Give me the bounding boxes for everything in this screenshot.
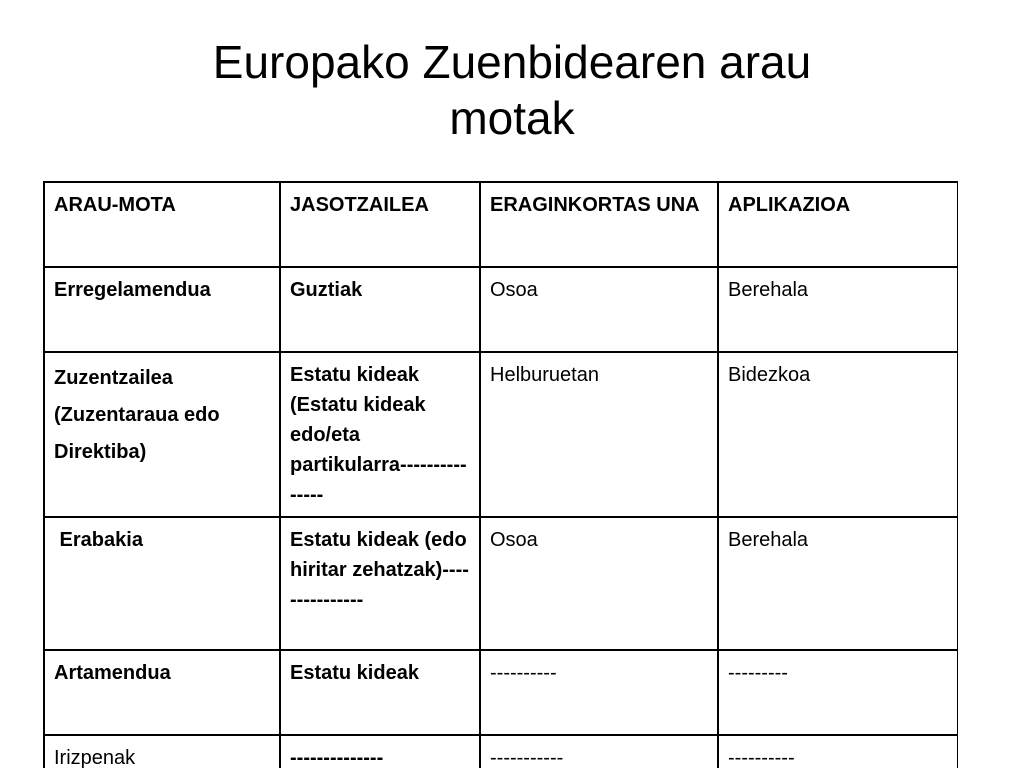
cell-jasotzailea: Estatu kideak (Estatu kideak edo/eta partikularra--------------- xyxy=(280,352,480,517)
cell-eraginkortasuna: ---------- xyxy=(480,650,718,735)
cell-aplikazioa: Berehala xyxy=(718,517,958,650)
cell-aplikazioa: ---------- xyxy=(718,735,958,768)
header-cell-jasotzailea: JASOTZAILEA xyxy=(280,182,480,267)
cell-text: Erabakia xyxy=(54,529,143,551)
cell-aplikazioa: Bidezkoa xyxy=(718,352,958,517)
cell-arau-mota xyxy=(44,735,280,768)
cell-eraginkortasuna: ----------- xyxy=(480,735,718,768)
table-row xyxy=(44,650,958,735)
cell-jasotzailea: Estatu kideak xyxy=(280,650,480,735)
rule-types-table-container xyxy=(43,181,958,768)
cell-arau-mota xyxy=(44,352,280,517)
cell-text: Erregelamendua xyxy=(54,279,211,301)
header-cell-aplikazioa: APLIKAZIOA xyxy=(718,182,958,267)
slide-title-line-1: Europako Zuenbidearen arau xyxy=(212,36,812,88)
cell-aplikazioa: --------- xyxy=(718,650,958,735)
header-cell-arau-mota: ARAU-MOTA xyxy=(44,182,280,267)
cell-jasotzailea: -------------- xyxy=(280,735,480,768)
cell-eraginkortasuna: Helburuetan xyxy=(480,352,718,517)
cell-text: (Zuzentaraua edo xyxy=(54,404,220,426)
rule-types-table xyxy=(43,181,958,768)
table-row xyxy=(44,735,958,768)
cell-eraginkortasuna: Osoa xyxy=(480,517,718,650)
slide-title xyxy=(0,34,1024,146)
cell-text: Direktiba) xyxy=(54,441,147,463)
cell-eraginkortasuna: Osoa xyxy=(480,267,718,352)
table-header-row xyxy=(44,182,958,267)
header-cell-eraginkortasuna: ERAGINKORTAS UNA xyxy=(480,182,718,267)
cell-jasotzailea: Estatu kideak (edo hiritar zehatzak)--------------- xyxy=(280,517,480,650)
table-row xyxy=(44,352,958,517)
cell-arau-mota xyxy=(44,517,280,650)
cell-aplikazioa: Berehala xyxy=(718,267,958,352)
cell-arau-mota xyxy=(44,267,280,352)
slide-title-line-2: motak xyxy=(449,92,575,144)
table-row xyxy=(44,517,958,650)
cell-arau-mota xyxy=(44,650,280,735)
cell-text: Irizpenak xyxy=(54,747,136,768)
cell-text: Artamendua xyxy=(54,662,171,684)
cell-jasotzailea: Guztiak xyxy=(280,267,480,352)
table-row xyxy=(44,267,958,352)
cell-text: Zuzentzailea xyxy=(54,367,173,389)
